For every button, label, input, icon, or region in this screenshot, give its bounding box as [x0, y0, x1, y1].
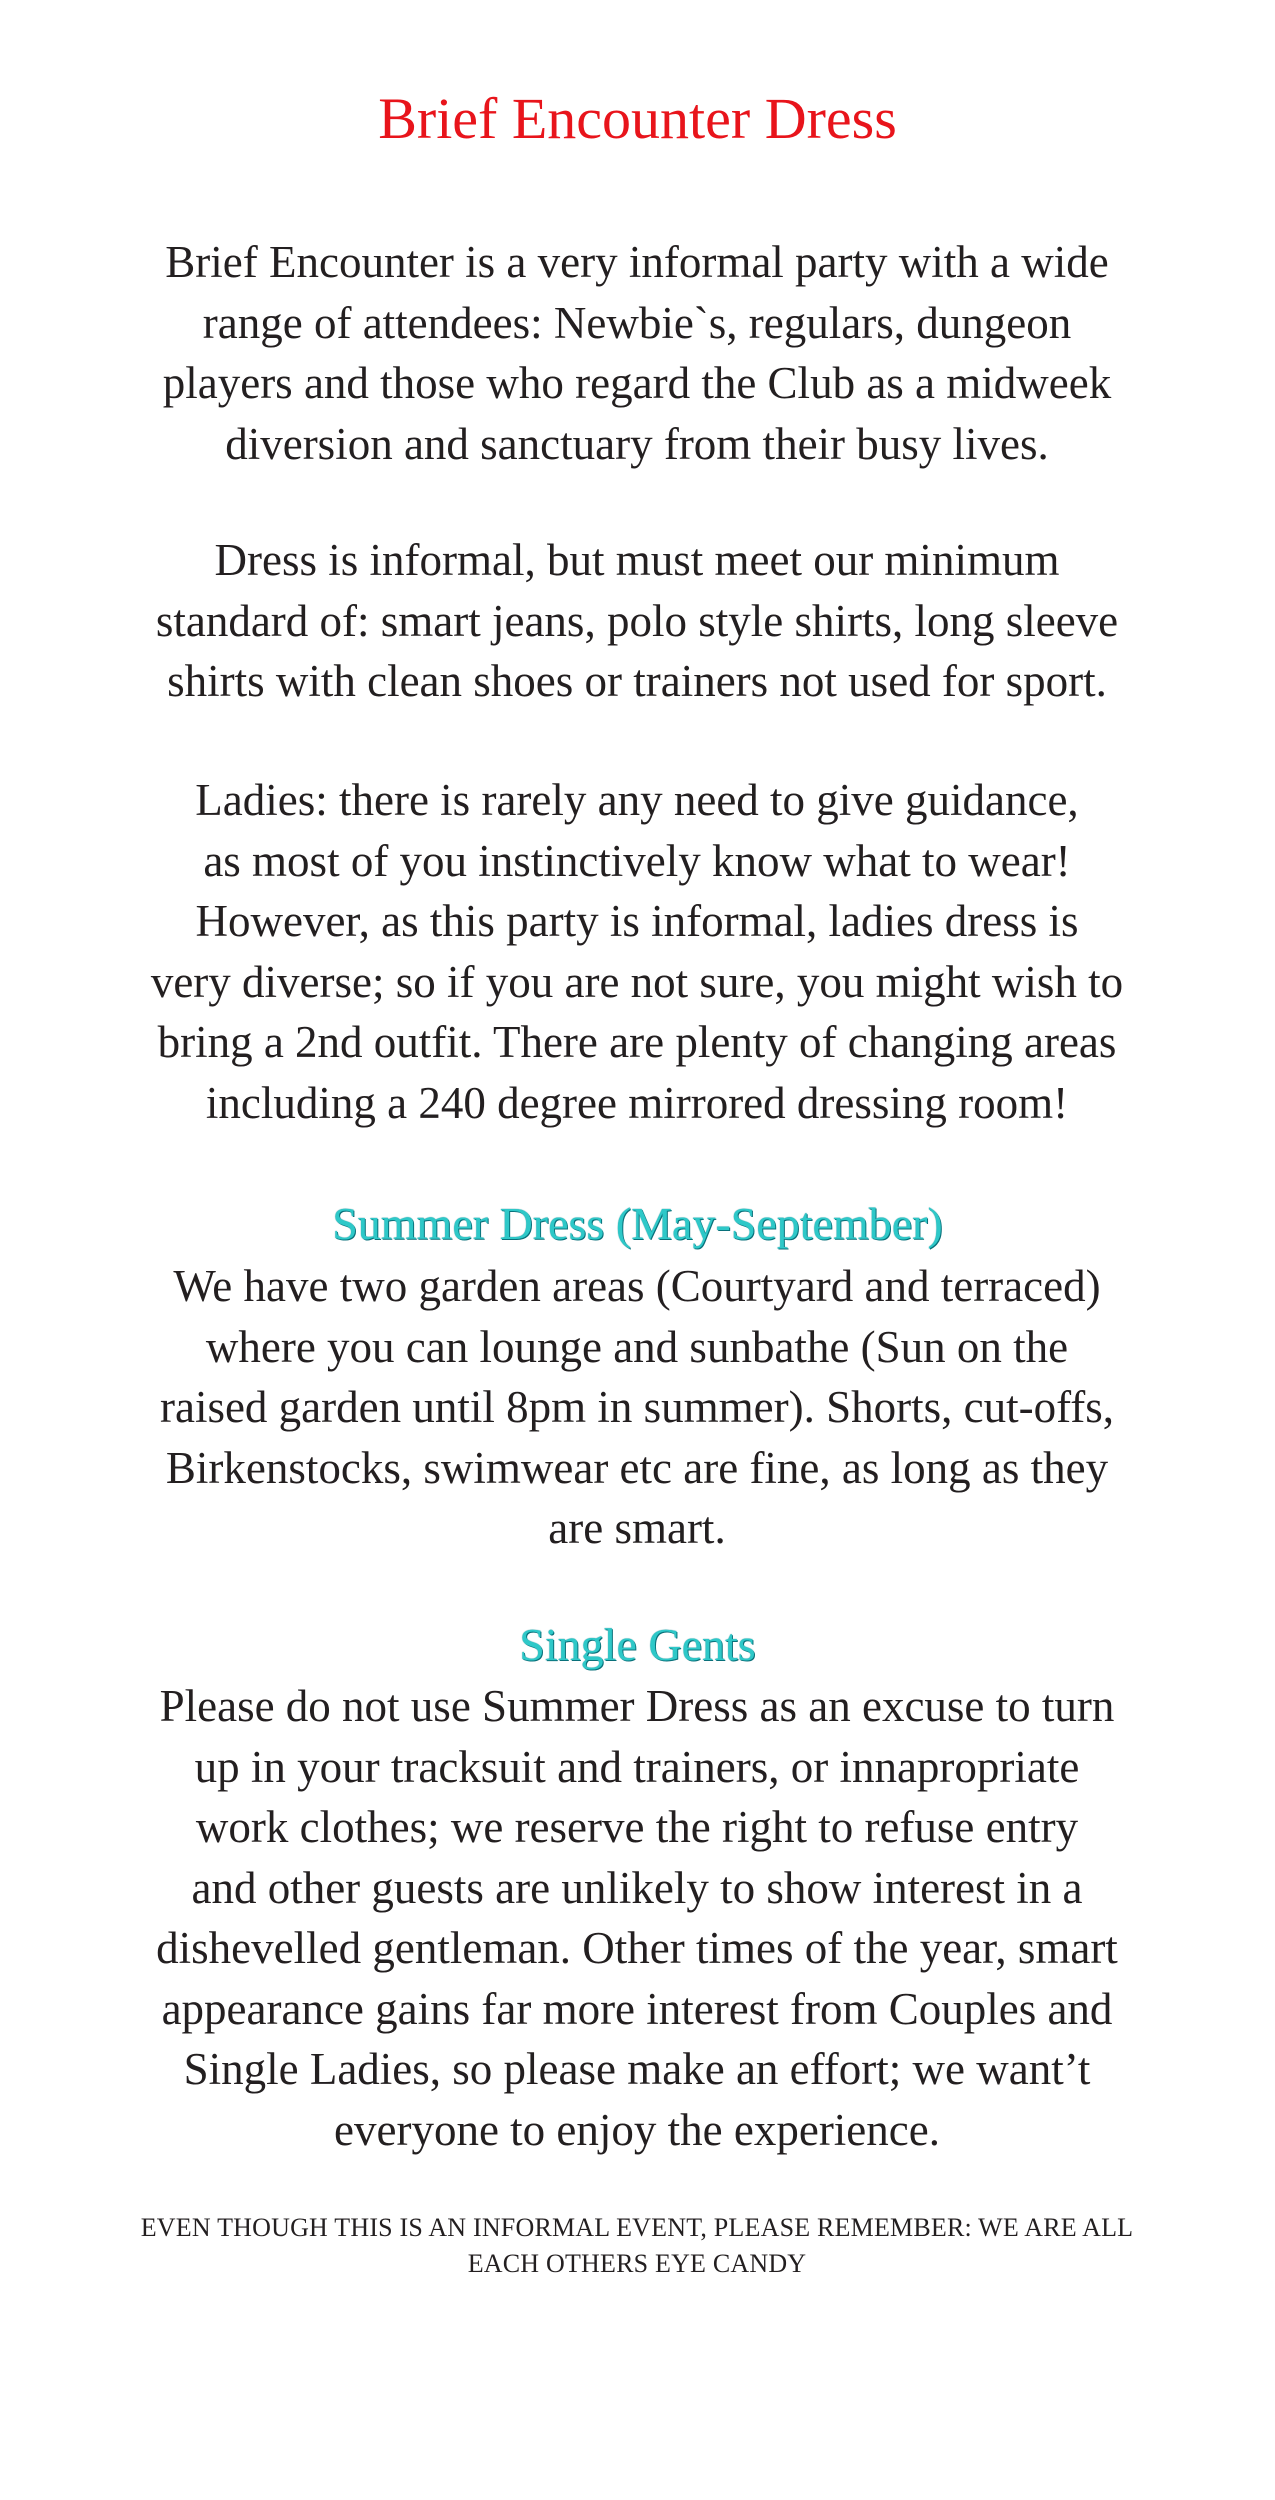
ladies-line: However, as this party is informal, ladies dress is	[195, 896, 1079, 946]
ladies-line: very diverse; so if you are not sure, you might wish to	[150, 956, 1124, 1007]
single-gents-line: appearance gains far more interest from Couples and	[161, 1983, 1113, 2034]
summer-line: raised garden until 8pm in summer). Shorts, cut-offs,	[159, 1382, 1114, 1432]
single-gents-line: Please do not use Summer Dress as an excuse to turn	[159, 1681, 1115, 1731]
ladies-line: bring a 2nd outfit. There are plenty of changing areas	[157, 1017, 1117, 1067]
summer-line: where you can lounge and sunbathe (Sun on the	[205, 1321, 1069, 1372]
footer-line: EVEN THOUGH THIS IS AN INFORMAL EVENT, PLEASE REMEMBER: WE ARE ALL	[140, 2213, 1134, 2242]
footer-line: EACH OTHERS EYE CANDY	[467, 2249, 807, 2278]
summer-dress-paragraph	[87, 1256, 1187, 1559]
intro-line: range of attendees: Newbie`s, regulars, dungeon	[202, 297, 1072, 348]
intro-line: diversion and sanctuary from their busy lives.	[225, 418, 1049, 469]
summer-line: We have two garden areas (Courtyard and terraced)	[173, 1261, 1101, 1311]
single-gents-line: dishevelled gentleman. Other times of the year, smart	[156, 1923, 1118, 1973]
intro-paragraph	[87, 232, 1187, 474]
footer-note	[87, 2210, 1187, 2282]
single-gents-line: and other guests are unlikely to show interest in a	[191, 1862, 1083, 1913]
single-gents-line: up in your tracksuit and trainers, or innapropriate	[194, 1741, 1080, 1792]
summer-line: Birkenstocks, swimwear etc are fine, as long as they	[165, 1442, 1109, 1493]
single-gents-paragraph	[87, 1676, 1187, 2160]
ladies-paragraph	[87, 770, 1187, 1133]
ladies-line: including a 240 degree mirrored dressing room!	[205, 1077, 1069, 1128]
dress-standard-line: shirts with clean shoes or trainers not used for sport.	[167, 656, 1107, 706]
single-gents-line: work clothes; we reserve the right to refuse entry	[195, 1802, 1079, 1852]
dress-standard-line: Dress is informal, but must meet our minimum	[214, 535, 1060, 585]
single-gents-heading: Single Gents	[519, 1619, 756, 1670]
ladies-line: Ladies: there is rarely any need to give guidance,	[195, 775, 1079, 825]
summer-dress-heading: Summer Dress (May-September)	[332, 1198, 943, 1249]
summer-line: are smart.	[548, 1503, 726, 1553]
intro-line: players and those who regard the Club as a midweek	[162, 358, 1112, 408]
dress-standard-paragraph	[87, 530, 1187, 712]
single-gents-line: everyone to enjoy the experience.	[334, 2104, 940, 2155]
dress-standard-line: standard of: smart jeans, polo style shirts, long sleeve	[155, 595, 1119, 646]
page-title: Brief Encounter Dress	[378, 86, 897, 151]
ladies-line: as most of you instinctively know what to wear!	[203, 835, 1071, 886]
intro-line: Brief Encounter is a very informal party with a wide	[165, 237, 1109, 287]
single-gents-line: Single Ladies, so please make an effort; we want’t	[183, 2044, 1091, 2094]
